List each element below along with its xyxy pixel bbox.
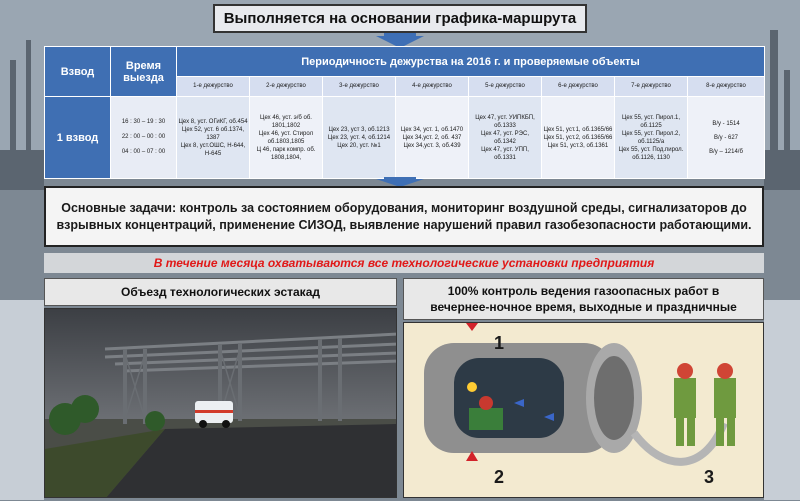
object-entry: Цех 20, уст. №1 bbox=[337, 142, 381, 149]
shift-header: 5-е дежурство bbox=[469, 77, 542, 97]
object-entry: Цех 46, уст. Стирол об.1803,1805 bbox=[258, 130, 314, 145]
diagram-label: 3 bbox=[704, 467, 715, 487]
shift-header: 6-е дежурство bbox=[542, 77, 615, 97]
time-cell bbox=[111, 97, 177, 179]
object-entry: Цех 51, уст.3, об.1361 bbox=[547, 142, 609, 149]
col-header-period: Периодичность дежурства на 2016 г. и проверяемые объекты bbox=[177, 47, 765, 77]
trestle-photo bbox=[44, 308, 397, 498]
shift-header: 3-е дежурство bbox=[323, 77, 396, 97]
main-tasks: Основные задачи: контроль за состоянием оборудования, мониторинг воздушной среды, сигнализаторов до взрывных концентраций, применение СИЗОД, выявление нарушений правил газобезопасности работающими. bbox=[44, 186, 764, 247]
left-photo-caption: Объезд технологических эстакад bbox=[44, 278, 397, 306]
diagram-label: 2 bbox=[494, 467, 505, 487]
object-entry: Цех 34, уст. 1, об.1470 bbox=[400, 126, 464, 133]
object-entry: Цех 55, уст. Пирол.1, об.1125 bbox=[621, 114, 681, 129]
col-header-time: Время выезда bbox=[111, 47, 177, 97]
objects-cell bbox=[615, 97, 688, 179]
object-entry: Цех 47, уст. РЭС, об.1342 bbox=[481, 130, 529, 145]
object-entry: В/у - 1514 bbox=[712, 120, 740, 127]
object-entry: Ц 46, парк компр. об. 1808,1804, bbox=[256, 146, 316, 161]
object-entry: Цех 23, уст 3, об.1213 bbox=[328, 126, 390, 133]
object-entry: Цех 34,уст. 3, об.439 bbox=[403, 142, 461, 149]
object-entry: Цех 8, уст. ОГиКГ, об.454 bbox=[178, 118, 248, 125]
shift-header: 4-е дежурство bbox=[396, 77, 469, 97]
object-entry: Цех 55, уст. Пирол.2, об.1125/а bbox=[621, 130, 681, 145]
departure-time: 22 : 00 – 00 : 00 bbox=[121, 134, 166, 140]
col-header-unit: Взвод bbox=[45, 47, 111, 97]
objects-cell bbox=[323, 97, 396, 179]
object-entry: Цех 51, уст.2, об.1365/66 bbox=[543, 134, 613, 141]
object-entry: Цех 47, уст. УИПКБП, об.1333 bbox=[475, 114, 535, 129]
shift-header: 7-е дежурство bbox=[615, 77, 688, 97]
shift-header: 2-е дежурство bbox=[250, 77, 323, 97]
caption-line: вечернее-ночное время, выходные и праздничные bbox=[430, 300, 737, 314]
caption-line: 100% контроль ведения газоопасных работ в bbox=[447, 284, 720, 298]
gas-work-diagram bbox=[403, 322, 764, 498]
departure-time: 16 : 30 – 19 : 30 bbox=[121, 119, 166, 125]
vessel-illustration bbox=[404, 323, 764, 498]
object-entry: Цех 52, уст. 6 об.1374, 1387 bbox=[181, 126, 245, 141]
shift-header: 8-е дежурство bbox=[688, 77, 765, 97]
objects-cell bbox=[542, 97, 615, 179]
trestle-illustration bbox=[45, 309, 397, 498]
departure-time: 04 : 00 – 07 : 00 bbox=[121, 149, 166, 155]
object-entry: Цех 34,уст. 2, об. 437 bbox=[402, 134, 462, 141]
object-entry: В/у - 627 bbox=[714, 134, 739, 141]
page-title: Выполняется на основании графика-маршрута bbox=[213, 4, 587, 33]
shift-header: 1-е дежурство bbox=[177, 77, 250, 97]
object-entry: Цех 46, уст. э/б об. 1801,1802 bbox=[260, 114, 312, 129]
object-entry: Цех 55, уст. Под.пирол. об.1126, 1130 bbox=[618, 146, 684, 161]
objects-cell bbox=[688, 97, 765, 179]
objects-cell bbox=[250, 97, 323, 179]
object-entry: В/у – 1214/б bbox=[709, 148, 743, 155]
object-entry: Цех 23, уст. 4, об.1214 bbox=[327, 134, 391, 141]
object-entry: Цех 47, уст. УПП, об.1331 bbox=[481, 146, 529, 161]
unit-cell: 1 взвод bbox=[45, 97, 111, 179]
objects-cell bbox=[469, 97, 542, 179]
object-entry: Цех 51, уст.1, об.1365/66 bbox=[543, 126, 613, 133]
schedule-table bbox=[44, 46, 765, 179]
monthly-coverage-note: В течение месяца охватываются все технологические установки предприятия bbox=[44, 253, 764, 273]
right-photo-caption bbox=[403, 278, 764, 320]
objects-cell bbox=[396, 97, 469, 179]
object-entry: Цех 8, уст.ОШС, Н-644, Н-645 bbox=[180, 142, 246, 157]
objects-cell bbox=[177, 97, 250, 179]
table-row bbox=[45, 97, 765, 179]
diagram-label: 1 bbox=[494, 333, 505, 353]
